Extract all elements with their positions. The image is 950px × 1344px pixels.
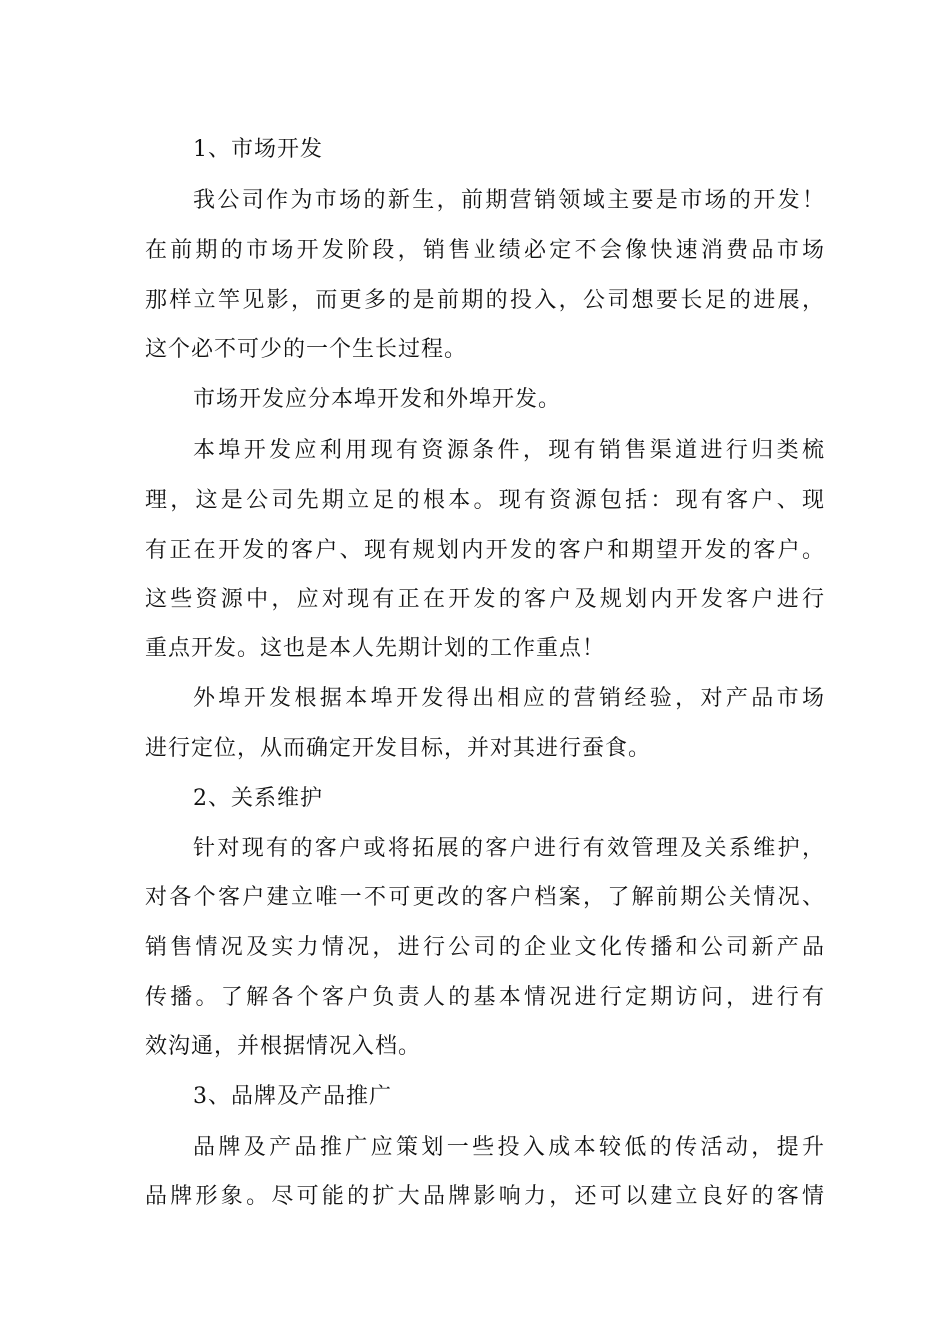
paragraph-line: 效沟通，并根据情况入档。 xyxy=(145,1034,422,1059)
paragraph-line: 品牌及产品推广应策划一些投入成本较低的传活动，提升 xyxy=(193,1135,825,1160)
paragraph-line: 本埠开发应利用现有资源条件，现有销售渠道进行归类梳 xyxy=(193,438,825,463)
paragraph-line: 有正在开发的客户、现有规划内开发的客户和期望开发的客户。 xyxy=(145,538,825,563)
paragraph-line: 理，这是公司先期立足的根本。现有资源包括：现有客户、现 xyxy=(145,488,825,513)
paragraph-line: 针对现有的客户或将拓展的客户进行有效管理及关系维护， xyxy=(193,836,825,861)
paragraph-line: 我公司作为市场的新生，前期营销领域主要是市场的开发！ xyxy=(193,188,825,213)
paragraph-line: 那样立竿见影，而更多的是前期的投入，公司想要长足的进展， xyxy=(145,288,825,313)
paragraph-line: 品牌形象。尽可能的扩大品牌影响力，还可以建立良好的客情 xyxy=(145,1184,825,1209)
paragraph-line: 进行定位，从而确定开发目标，并对其进行蚕食。 xyxy=(145,736,652,761)
paragraph-line: 市场开发应分本埠开发和外埠开发。 xyxy=(193,387,562,412)
paragraph-line: 外埠开发根据本埠开发得出相应的营销经验，对产品市场 xyxy=(193,686,825,711)
paragraph-line: 这个必不可少的一个生长过程。 xyxy=(145,337,468,362)
paragraph-line: 在前期的市场开发阶段，销售业绩必定不会像快速消费品市场 xyxy=(145,238,825,263)
paragraph-line: 重点开发。这也是本人先期计划的工作重点！ xyxy=(145,636,606,661)
section-heading-relationship-maintenance: 2、关系维护 xyxy=(193,786,323,811)
paragraph-line: 对各个客户建立唯一不可更改的客户档案，了解前期公关情况、 xyxy=(145,885,825,910)
paragraph-line: 这些资源中，应对现有正在开发的客户及规划内开发客户进行 xyxy=(145,587,825,612)
paragraph-line: 传播。了解各个客户负责人的基本情况进行定期访问，进行有 xyxy=(145,985,825,1010)
section-heading-market-development: 1、市场开发 xyxy=(193,137,323,162)
section-heading-brand-promotion: 3、品牌及产品推广 xyxy=(193,1084,392,1109)
paragraph-line: 销售情况及实力情况，进行公司的企业文化传播和公司新产品 xyxy=(145,935,825,960)
